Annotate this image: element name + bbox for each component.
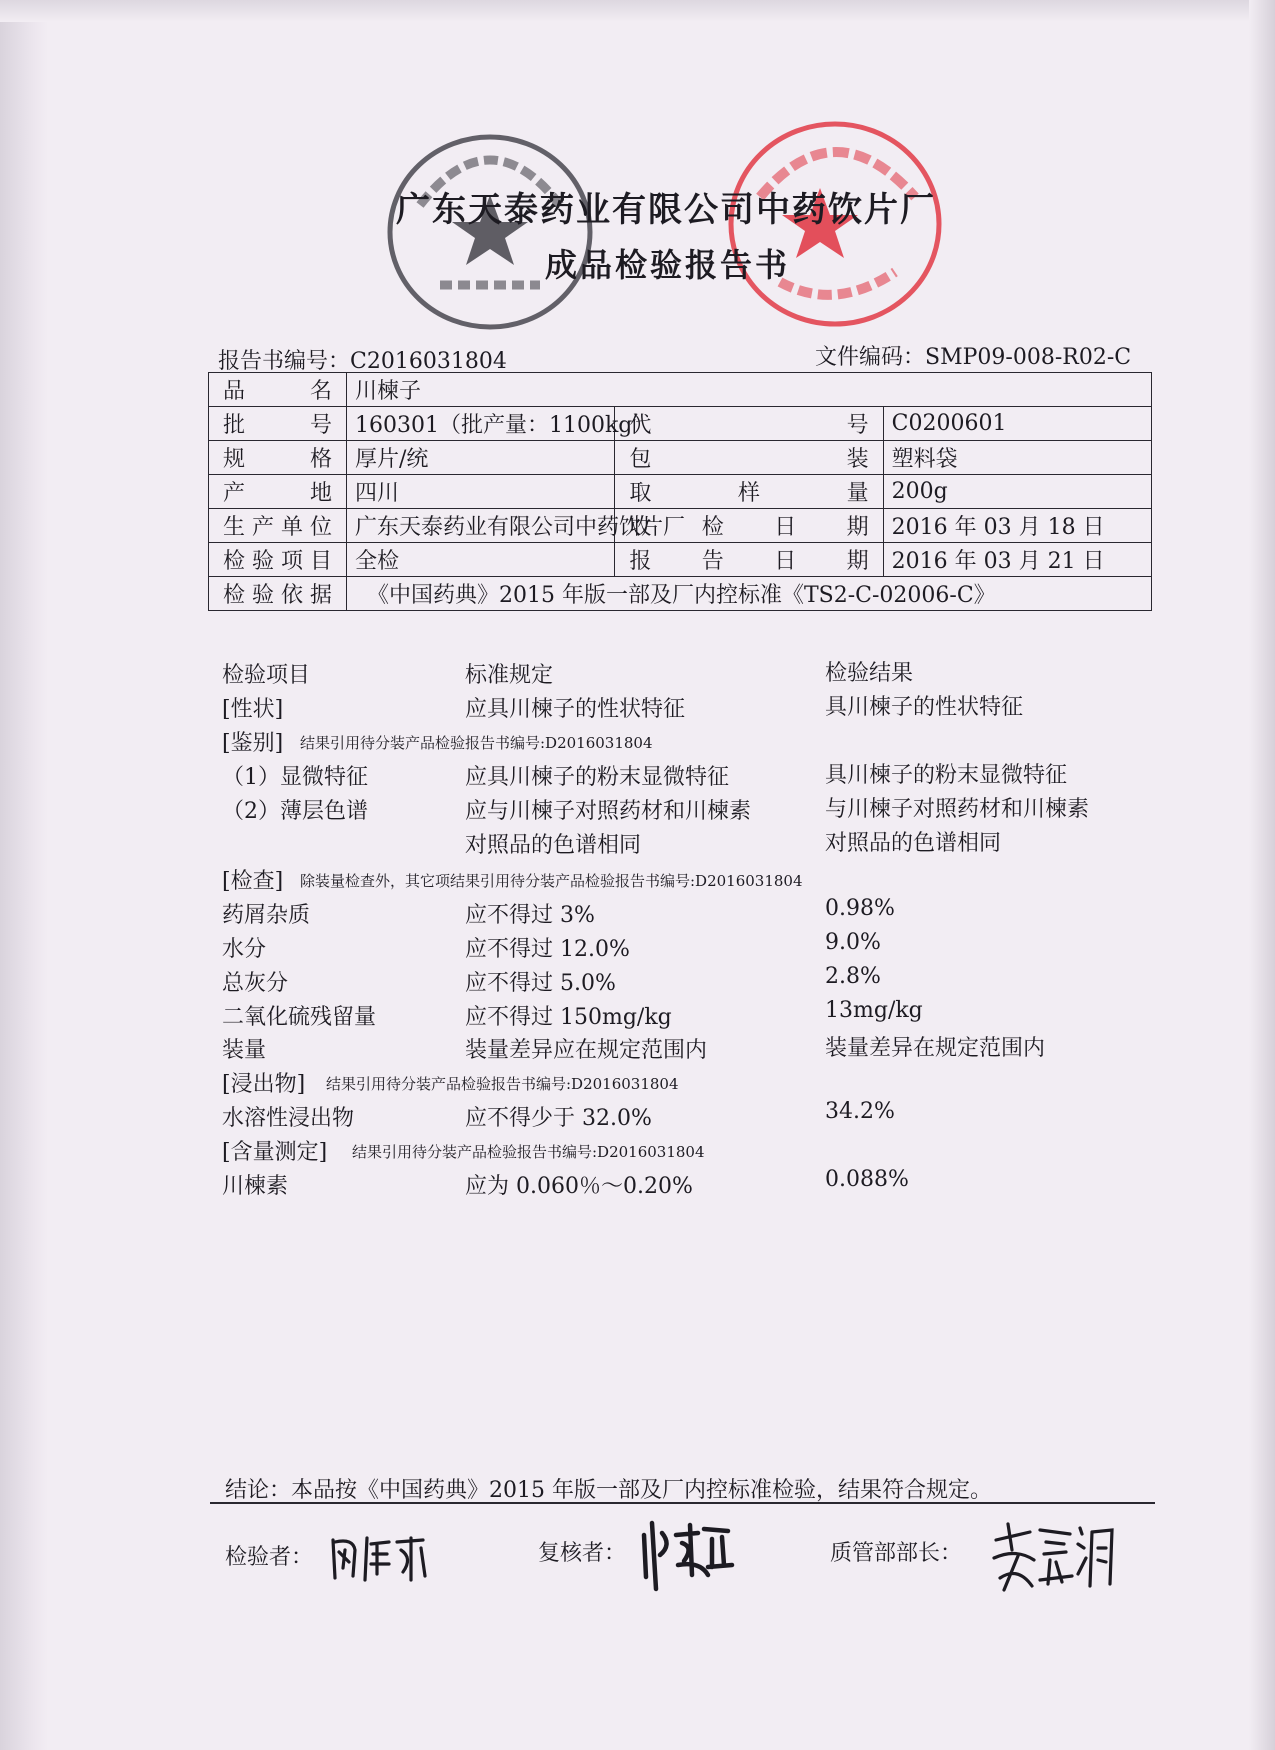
- label-origin: 产 地: [209, 475, 347, 509]
- standard-so2: 应不得过 150mg/kg: [465, 1005, 672, 1030]
- value-report-date: 2016 年 03 月 21 日: [883, 543, 1151, 577]
- document-title: 成品检验报告书: [545, 246, 791, 284]
- note-jiancha: 除装量检查外，其它项结果引用待分装产品检验报告书编号:D2016031804: [300, 872, 803, 890]
- standard-microscopy: 应具川楝子的粉末显微特征: [465, 765, 730, 790]
- qa-head-label: 质管部部长：: [830, 1541, 963, 1566]
- label-test-items: 检验项目: [209, 543, 347, 577]
- value-sample-qty: 200g: [883, 475, 1151, 509]
- note-extract: 结果引用待分装产品检验报告书编号:D2016031804: [326, 1075, 679, 1093]
- table-row: [209, 475, 1152, 509]
- label-report-date: 报告日期: [615, 543, 883, 577]
- table-row: [209, 407, 1152, 441]
- result-toosendanin: 0.088%: [825, 1167, 909, 1192]
- standard-xingzhuang: 应具川楝子的性状特征: [465, 697, 686, 722]
- result-tlc-line2: 对照品的色谱相同: [825, 831, 1002, 856]
- item-xingzhuang: [性状]: [222, 697, 284, 722]
- company-title: 广东天泰药业有限公司中药饮片厂: [396, 190, 936, 230]
- standard-total-ash: 应不得过 5.0%: [465, 971, 616, 996]
- col-header-item: 检验项目: [222, 663, 311, 688]
- value-spec: 厚片/统: [347, 441, 615, 475]
- result-tlc-line1: 与川楝子对照药材和川楝素: [825, 797, 1090, 822]
- value-product-name: 川楝子: [347, 373, 1152, 407]
- result-microscopy: 具川楝子的粉末显微特征: [825, 763, 1068, 788]
- file-code-label: 文件编码：: [815, 345, 926, 370]
- item-tlc: （2）薄层色谱: [222, 799, 368, 824]
- scan-left-edge: [0, 0, 48, 1750]
- label-received-date: 收检日期: [615, 509, 883, 543]
- inspector-signature: [325, 1528, 435, 1588]
- scan-right-edge: [1249, 0, 1275, 1750]
- reviewer-signature: [638, 1515, 738, 1595]
- item-toosendanin: 川楝素: [222, 1174, 289, 1199]
- qa-head-signature: [990, 1520, 1120, 1595]
- standard-tlc-line1: 应与川楝子对照药材和川楝素: [465, 799, 752, 824]
- section-assay: [含量测定]: [222, 1140, 328, 1165]
- label-product-name: 品 名: [209, 373, 347, 407]
- result-impurities: 0.98%: [825, 896, 895, 921]
- table-row: [209, 509, 1152, 543]
- label-batch-no: 批 号: [209, 407, 347, 441]
- item-total-ash: 总灰分: [222, 971, 289, 996]
- table-row: [209, 543, 1152, 577]
- item-water-extract: 水溶性浸出物: [222, 1106, 355, 1131]
- result-so2: 13mg/kg: [825, 998, 923, 1023]
- scan-top-edge: [0, 0, 1275, 22]
- standard-impurities: 应不得过 3%: [465, 903, 595, 928]
- value-test-items: 全检: [347, 543, 615, 577]
- item-moisture: 水分: [222, 937, 267, 962]
- report-number-label: 报告书编号：: [218, 349, 351, 374]
- file-code-value: SMP09-008-R02-C: [925, 345, 1132, 370]
- report-number: [218, 344, 507, 375]
- inspector-label: 检验者：: [225, 1545, 314, 1570]
- signature-divider: [210, 1502, 1155, 1504]
- label-test-basis: 检验依据: [209, 577, 347, 611]
- result-xingzhuang: 具川楝子的性状特征: [825, 695, 1024, 720]
- standard-water-extract: 应不得少于 32.0%: [465, 1106, 652, 1131]
- note-assay: 结果引用待分装产品检验报告书编号:D2016031804: [352, 1143, 705, 1161]
- result-water-extract: 34.2%: [825, 1099, 895, 1124]
- section-jianbie: [鉴别]: [222, 731, 284, 756]
- product-info-table: [208, 372, 1152, 611]
- section-jiancha: [检查]: [222, 869, 284, 894]
- item-microscopy: （1）显微特征: [222, 765, 368, 790]
- standard-toosendanin: 应为 0.060％～0.20%: [465, 1174, 693, 1199]
- reviewer-label: 复核者：: [538, 1541, 627, 1566]
- label-spec: 规 格: [209, 441, 347, 475]
- label-code: 代 号: [615, 407, 883, 441]
- inspection-seal-black: [380, 125, 600, 340]
- value-test-basis: 《中国药典》2015 年版一部及厂内控标准《TS2-C-02006-C》: [347, 577, 1152, 611]
- table-row: [209, 441, 1152, 475]
- label-manufacturer: 生产单位: [209, 509, 347, 543]
- col-header-result: 检验结果: [825, 661, 914, 686]
- standard-moisture: 应不得过 12.0%: [465, 937, 630, 962]
- col-header-standard: 标准规定: [465, 663, 554, 688]
- result-moisture: 9.0%: [825, 930, 881, 955]
- value-batch-no: 160301（批产量：1100kg）: [347, 407, 615, 441]
- label-sample-qty: 取样量: [615, 475, 883, 509]
- value-received-date: 2016 年 03 月 18 日: [883, 509, 1151, 543]
- section-extract: [浸出物]: [222, 1072, 306, 1097]
- item-impurities: 药屑杂质: [222, 903, 311, 928]
- value-packaging: 塑料袋: [883, 441, 1151, 475]
- value-manufacturer: 广东天泰药业有限公司中药饮片厂: [347, 509, 615, 543]
- label-packaging: 包 装: [615, 441, 883, 475]
- standard-fill-weight: 装量差异应在规定范围内: [465, 1038, 708, 1063]
- report-number-value: C2016031804: [350, 349, 507, 374]
- file-code: [815, 340, 1131, 371]
- item-fill-weight: 装量: [222, 1038, 267, 1063]
- item-so2: 二氧化硫残留量: [222, 1005, 377, 1030]
- conclusion: 结论：本品按《中国药典》2015 年版一部及厂内控标准检验，结果符合规定。: [225, 1478, 992, 1503]
- result-total-ash: 2.8%: [825, 964, 881, 989]
- result-fill-weight: 装量差异在规定范围内: [825, 1036, 1046, 1061]
- table-row: [209, 577, 1152, 611]
- value-origin: 四川: [347, 475, 615, 509]
- standard-tlc-line2: 对照品的色谱相同: [465, 833, 642, 858]
- note-jianbie: 结果引用待分装产品检验报告书编号:D2016031804: [300, 734, 653, 752]
- table-row: [209, 373, 1152, 407]
- value-code: C0200601: [883, 407, 1151, 441]
